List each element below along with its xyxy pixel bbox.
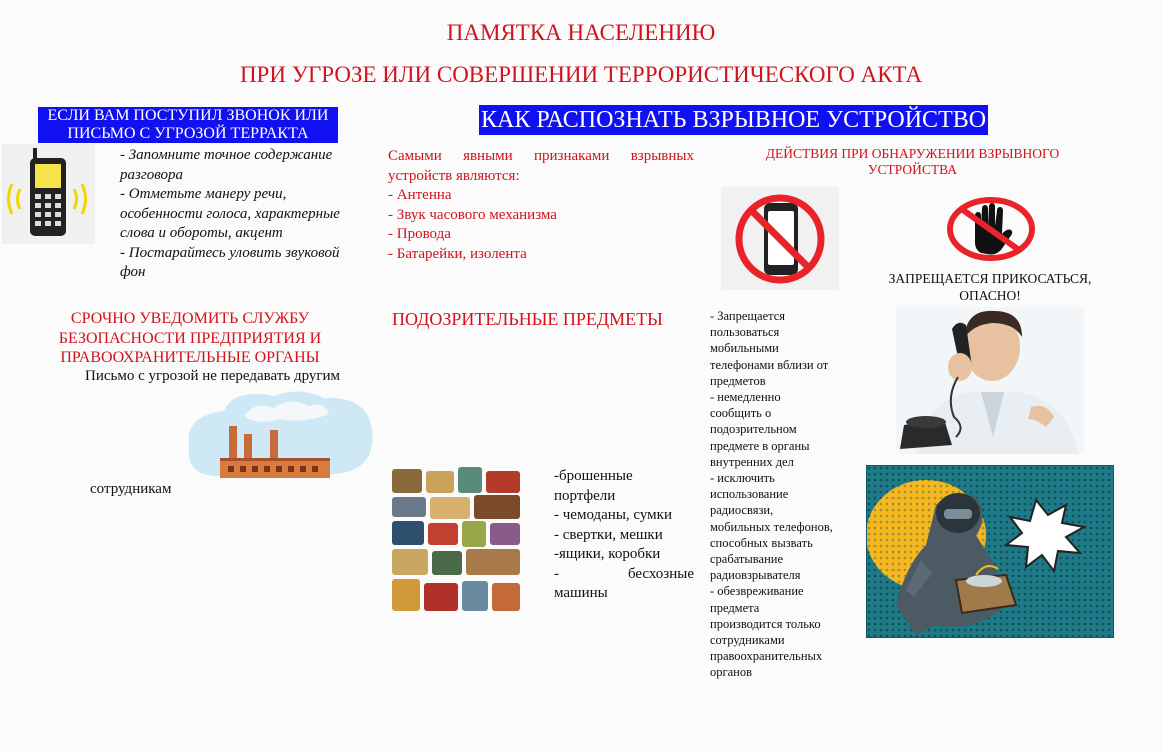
rule-line: предмете в органы bbox=[710, 438, 810, 453]
suspicious-list bbox=[554, 467, 694, 604]
rule-line: срабатывание bbox=[710, 552, 784, 567]
signs-intro-line: Самыми явными признаками взрывных bbox=[388, 148, 694, 164]
call-instruction-line: - Отметьте манеру речи, bbox=[120, 186, 287, 202]
suspicious-word: бесхозные bbox=[627, 565, 694, 582]
suspicious-item: -ящики, коробки bbox=[554, 546, 661, 562]
rule-line: радиовзрывателя bbox=[710, 568, 801, 583]
rule-line: использование bbox=[710, 487, 789, 502]
rule-line: органов bbox=[710, 665, 753, 680]
page-subtitle: ПРИ УГРОЗЕ ИЛИ СОВЕРШЕНИИ ТЕРРОРИСТИЧЕСКОГО АКТА bbox=[239, 62, 923, 87]
call-instruction-line: особенности голоса, характерные bbox=[120, 205, 340, 222]
call-instruction-line: разговора bbox=[120, 166, 184, 183]
factory-image bbox=[184, 386, 376, 482]
page-title: ПАМЯТКА НАСЕЛЕНИЮ bbox=[446, 20, 716, 45]
sign-item: - Батарейки, изолента bbox=[388, 245, 527, 262]
suspicious-item: -брошенные bbox=[554, 468, 633, 484]
call-instruction-line: слова и обороты, акцент bbox=[120, 225, 283, 241]
rule-line: - немедленно bbox=[710, 390, 781, 405]
rule-line: предмета bbox=[710, 600, 760, 615]
suspicious-heading: ПОДОЗРИТЕЛЬНЫЕ ПРЕДМЕТЫ bbox=[392, 309, 663, 329]
rule-line: сотрудниками bbox=[710, 633, 785, 648]
notify-heading-line: БЕЗОПАСНОСТИ ПРЕДПРИЯТИЯ И bbox=[58, 329, 322, 347]
suspicious-dash: - bbox=[554, 565, 559, 582]
bomb-disposal-image bbox=[866, 465, 1114, 638]
rule-line: радиосвязи, bbox=[710, 503, 774, 518]
rule-line: способных вызвать bbox=[710, 535, 813, 550]
ringing-phone-image bbox=[2, 144, 95, 244]
no-touch-icon bbox=[945, 196, 1037, 262]
notify-heading bbox=[40, 309, 340, 368]
device-signs bbox=[388, 147, 694, 264]
rule-line: мобильных телефонов, bbox=[710, 519, 833, 534]
rule-line: производится только bbox=[710, 616, 821, 631]
rule-line: внутренних дел bbox=[710, 454, 794, 469]
rule-line: мобильными bbox=[710, 341, 779, 356]
call-instruction-line: - Постарайтесь уловить звуковой bbox=[120, 244, 340, 261]
actions-heading bbox=[745, 146, 1080, 178]
actions-heading-line: ДЕЙСТВИЯ ПРИ ОБНАРУЖЕНИИ ВЗРЫВНОГО bbox=[765, 146, 1060, 161]
rule-line: сообщить о bbox=[710, 406, 772, 421]
device-banner: КАК РАСПОЗНАТЬ ВЗРЫВНОЕ УСТРОЙСТВО bbox=[481, 107, 987, 133]
call-instruction-line: фон bbox=[120, 264, 146, 280]
employees-word: сотрудникам bbox=[90, 481, 172, 497]
rule-line: подозрительном bbox=[710, 422, 797, 437]
call-heading-line: ЕСЛИ ВАМ ПОСТУПИЛ ЗВОНОК ИЛИ bbox=[47, 107, 329, 124]
no-phone-icon bbox=[721, 187, 839, 290]
sign-item: - Антенна bbox=[388, 187, 452, 203]
touch-warning-line: ЗАПРЕЩАЕТСЯ ПРИКОСАТЬСЯ, bbox=[888, 271, 1092, 286]
call-heading-line: ПИСЬМО С УГРОЗОЙ ТЕРРАКТА bbox=[67, 125, 309, 142]
call-instruction-line: - Запомните точное содержание bbox=[120, 147, 333, 163]
touch-warning-line: ОПАСНО! bbox=[959, 288, 1021, 303]
touch-warning bbox=[865, 270, 1115, 304]
sign-item: - Провода bbox=[388, 226, 451, 242]
rule-line: пользоваться bbox=[710, 325, 780, 340]
letter-note: Письмо с угрозой не передавать другим bbox=[85, 368, 341, 384]
suspicious-item: портфели bbox=[554, 487, 616, 504]
suspicious-item bbox=[554, 565, 694, 585]
rule-line: правоохранительных bbox=[710, 649, 823, 664]
notify-heading-line: ПРАВООХРАНИТЕЛЬНЫЕ ОРГАНЫ bbox=[60, 349, 320, 366]
suspicious-item: машины bbox=[554, 585, 608, 601]
action-rules bbox=[710, 308, 855, 681]
rule-line: предметов bbox=[710, 373, 766, 388]
rule-line: - Запрещается bbox=[710, 309, 786, 323]
suspicious-item: - свертки, мешки bbox=[554, 526, 663, 543]
call-instructions bbox=[120, 146, 375, 283]
luggage-image bbox=[390, 465, 523, 615]
signs-intro-line: устройств являются: bbox=[388, 167, 520, 184]
rule-line: - обезвреживание bbox=[710, 584, 804, 599]
rule-line: - исключить bbox=[710, 471, 775, 486]
suspicious-item: - чемоданы, сумки bbox=[554, 507, 672, 523]
notify-heading-line: СРОЧНО УВЕДОМИТЬ СЛУЖБУ bbox=[70, 310, 310, 327]
actions-heading-line: УСТРОЙСТВА bbox=[867, 162, 958, 177]
call-section-heading bbox=[38, 107, 338, 143]
man-calling-image bbox=[896, 307, 1084, 454]
sign-item: - Звук часового механизма bbox=[388, 206, 557, 223]
rule-line: телефонами вблизи от bbox=[710, 357, 829, 372]
